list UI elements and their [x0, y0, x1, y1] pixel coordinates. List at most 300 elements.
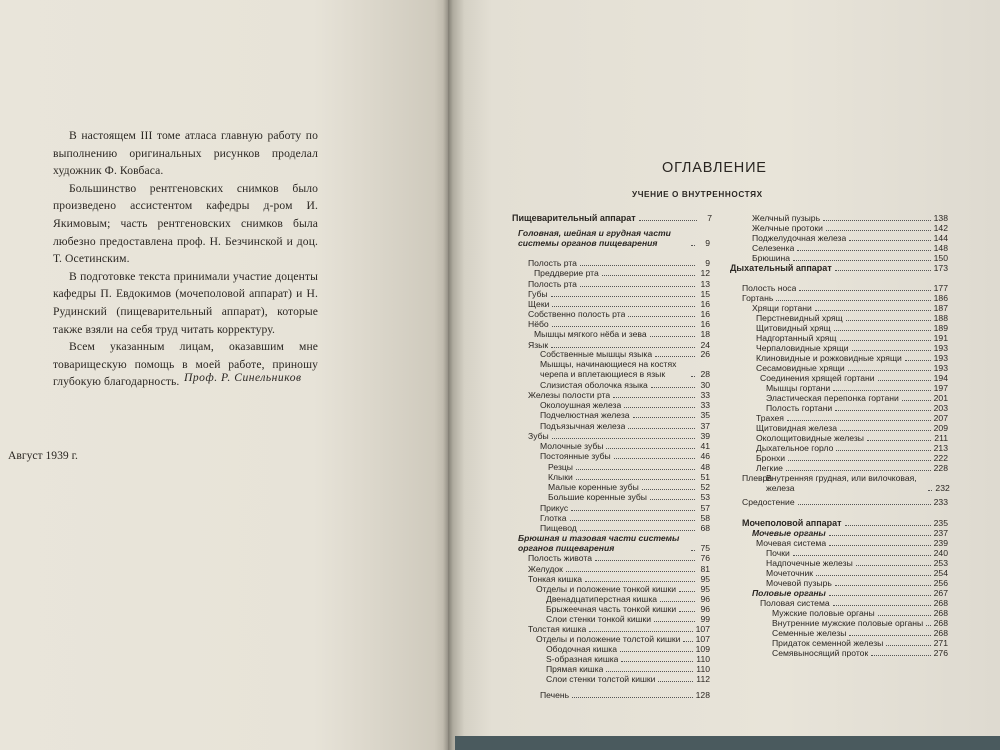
- toc-leader-dots: [654, 621, 695, 622]
- toc-leader-dots: [606, 448, 695, 449]
- preface-date: Август 1939 г.: [8, 449, 78, 462]
- toc-leader-dots: [551, 347, 695, 348]
- toc-page-number: 268: [933, 628, 948, 638]
- toc-page-number: 33: [700, 400, 710, 410]
- toc-page-number: 148: [933, 243, 948, 253]
- toc-entry: [766, 558, 948, 568]
- toc-page-number: 52: [700, 482, 710, 492]
- toc-entry: [766, 578, 948, 588]
- toc-entry-label: Желчные протоки: [752, 223, 823, 233]
- toc-entry: [540, 441, 710, 451]
- toc-page-number: 110: [696, 654, 710, 664]
- toc-leader-dots: [580, 286, 695, 287]
- toc-entry: [756, 413, 948, 423]
- toc-page-number: 53: [700, 492, 710, 502]
- toc-entry-label: Полость носа: [742, 283, 797, 293]
- toc-entry: [540, 359, 710, 379]
- toc-entry: [546, 664, 710, 674]
- toc-leader-dots: [799, 290, 930, 291]
- toc-page-number: 201: [933, 393, 948, 403]
- toc-entry: [528, 431, 710, 441]
- toc-leader-dots: [613, 397, 695, 398]
- toc-entry: [742, 293, 948, 303]
- toc-page-number: 57: [700, 503, 710, 513]
- toc-entry: [546, 644, 710, 654]
- toc-leader-dots: [787, 420, 931, 421]
- toc-page-number: 142: [933, 223, 948, 233]
- toc-entry: [756, 463, 948, 473]
- toc-page-number: 15: [700, 289, 710, 299]
- toc-page-number: 9: [705, 238, 710, 248]
- toc-entry: [528, 279, 710, 289]
- toc-entry-label: Полость рта: [528, 279, 577, 289]
- toc-entry-label: Подъязычная железа: [540, 421, 626, 431]
- toc-leader-dots: [848, 370, 931, 371]
- toc-page-number: 95: [700, 584, 710, 594]
- toc-page-number: 144: [933, 233, 948, 243]
- toc-entry-label: Брюшная и тазовая части системы органов пищеварения: [518, 533, 680, 553]
- toc-entry: [756, 363, 948, 373]
- toc-entry-label: Отделы и положение толстой кишки: [536, 634, 681, 644]
- toc-leader-dots: [793, 260, 931, 261]
- toc-leader-dots: [614, 458, 695, 459]
- toc-entry-label: Хрящи гортани: [752, 303, 812, 313]
- toc-entry-label: Средостение: [742, 497, 795, 507]
- toc-page-number: 209: [933, 423, 948, 433]
- toc-page-number: 30: [700, 380, 710, 390]
- toc-entry-label: Зубы: [528, 431, 549, 441]
- toc-page-number: 33: [700, 390, 710, 400]
- toc-entry-label: Околоушная железа: [540, 400, 622, 410]
- toc-entry: [548, 482, 710, 492]
- toc-entry-label: Брюшина: [752, 253, 791, 263]
- toc-leader-dots: [797, 250, 930, 251]
- toc-page-number: 16: [700, 309, 710, 319]
- toc-entry-label: Семенные железы: [772, 628, 847, 638]
- toc-entry-label: Гортань: [742, 293, 774, 303]
- toc-leader-dots: [580, 265, 695, 266]
- toc-entry-label: Железы полости рта: [528, 390, 611, 400]
- toc-entry-label: Нёбо: [528, 319, 549, 329]
- toc-entry: [540, 523, 710, 533]
- toc-leader-dots: [628, 316, 695, 317]
- toc-leader-dots: [902, 400, 931, 401]
- toc-page-number: 46: [700, 451, 710, 461]
- toc-page-number: 16: [700, 299, 710, 309]
- toc-page-number: 254: [933, 568, 948, 578]
- toc-entry-label: Околощитовидные железы: [756, 433, 864, 443]
- left-page: [0, 0, 448, 750]
- toc-entry-label: Клиновидные и рожковидные хрящи: [756, 353, 902, 363]
- toc-leader-dots: [816, 575, 931, 576]
- toc-leader-dots: [691, 245, 695, 246]
- toc-section-heading: [518, 228, 710, 248]
- toc-entry-label: Мужские половые органы: [772, 608, 875, 618]
- toc-entry: [528, 553, 710, 563]
- toc-leader-dots: [651, 387, 695, 388]
- preface-paragraph: Всем указанным лицам, оказавшим мне товарищескую помощь в моей работе, приношу глубокую благодарность.: [53, 340, 318, 389]
- toc-leader-dots: [552, 306, 695, 307]
- toc-entry: [756, 433, 948, 443]
- toc-leader-dots: [566, 571, 695, 572]
- toc-entry-label: S-образная кишка: [546, 654, 619, 664]
- toc-entry: [756, 353, 948, 363]
- toc-leader-dots: [823, 220, 931, 221]
- toc-page-number: 109: [695, 644, 710, 654]
- toc-entry-label: Надпочечные железы: [766, 558, 853, 568]
- toc-page-number: 222: [933, 453, 948, 463]
- toc-entry: [540, 380, 710, 390]
- toc-leader-dots: [833, 605, 931, 606]
- toc-entry: [528, 319, 710, 329]
- toc-entry: [540, 349, 710, 359]
- toc-entry: [766, 548, 948, 558]
- toc-page-number: 189: [933, 323, 948, 333]
- toc-leader-dots: [905, 360, 931, 361]
- toc-entry: [546, 674, 710, 684]
- toc-entry-label: Слои стенки тонкой кишки: [546, 614, 652, 624]
- toc-entry: [528, 390, 710, 400]
- toc-leader-dots: [878, 615, 931, 616]
- toc-page-number: 173: [933, 263, 948, 273]
- toc-leader-dots: [834, 330, 931, 331]
- toc-entry: [752, 213, 948, 223]
- toc-entry: [528, 258, 710, 268]
- toc-leader-dots: [658, 681, 693, 682]
- toc-page-number: 268: [933, 608, 948, 618]
- toc-page-number: 26: [700, 349, 710, 359]
- toc-leader-dots: [833, 390, 930, 391]
- toc-page-number: 191: [933, 333, 948, 343]
- toc-title: ОГЛАВЛЕНИЕ: [662, 160, 767, 176]
- book-gutter: [443, 0, 453, 750]
- toc-page-number: 267: [933, 588, 948, 598]
- toc-leader-dots: [836, 450, 930, 451]
- toc-page-number: 268: [933, 598, 948, 608]
- toc-entry: [548, 492, 710, 502]
- toc-entry-label: Щеки: [528, 299, 550, 309]
- toc-page-number: 203: [933, 403, 948, 413]
- toc-entry: [534, 268, 710, 278]
- toc-page-number: 268: [933, 618, 948, 628]
- toc-entry: [548, 462, 710, 472]
- toc-entry-label: Придаток семенной железы: [772, 638, 884, 648]
- toc-leader-dots: [798, 504, 931, 505]
- toc-page-number: 28: [700, 369, 710, 379]
- toc-entry-label: Желудок: [528, 564, 563, 574]
- toc-page-number: 193: [933, 343, 948, 353]
- toc-leader-dots: [602, 275, 695, 276]
- toc-page-number: 240: [933, 548, 948, 558]
- toc-entry-label: Черпаловидные хрящи: [756, 343, 849, 353]
- toc-entry: [536, 584, 710, 594]
- toc-entry-label: Мочевая система: [756, 538, 827, 548]
- toc-entry-label: Мышцы мягкого нёба и зева: [534, 329, 647, 339]
- toc-page-number: 193: [933, 353, 948, 363]
- toc-leader-dots: [878, 380, 931, 381]
- toc-entry-label: Почки: [766, 548, 790, 558]
- toc-entry-label: Брыжеечная часть тонкой кишки: [546, 604, 677, 614]
- toc-leader-dots: [650, 336, 695, 337]
- toc-leader-dots: [576, 469, 695, 470]
- toc-leader-dots: [852, 350, 931, 351]
- toc-entry: [766, 383, 948, 393]
- toc-page-number: 107: [695, 624, 710, 634]
- toc-entry-label: Трахея: [756, 413, 784, 423]
- toc-entry-label: Сесамовидные хрящи: [756, 363, 845, 373]
- toc-entry: [742, 497, 948, 507]
- toc-page-number: 68: [700, 523, 710, 533]
- toc-page-number: 35: [700, 410, 710, 420]
- toc-entry-label: Половые органы: [752, 588, 826, 598]
- toc-leader-dots: [835, 270, 931, 271]
- toc-entry: [766, 393, 948, 403]
- toc-entry-label: Внутренние мужские половые органы: [772, 618, 924, 628]
- toc-entry-label: Полость гортани: [766, 403, 833, 413]
- toc-page-number: 239: [933, 538, 948, 548]
- toc-entry: [772, 618, 948, 628]
- preface-text: [53, 127, 318, 391]
- toc-entry-label: Плевра: [742, 473, 773, 483]
- toc-page-number: 99: [700, 614, 710, 624]
- toc-entry-label: Толстая кишка: [528, 624, 587, 634]
- toc-leader-dots: [633, 417, 695, 418]
- toc-page-number: 75: [700, 543, 710, 553]
- toc-entry-label: Соединения хрящей гортани: [760, 373, 875, 383]
- toc-entry-label: Подчелюстная железа: [540, 410, 630, 420]
- toc-entry: [772, 648, 948, 658]
- toc-leader-dots: [815, 310, 931, 311]
- toc-entry-label: Мочевые органы: [752, 528, 826, 538]
- toc-entry: [760, 373, 948, 383]
- toc-entry-label: Молочные зубы: [540, 441, 604, 451]
- toc-page-number: 194: [933, 373, 948, 383]
- toc-page-number: 96: [700, 604, 710, 614]
- toc-entry-label: Пищеварительный аппарат: [512, 213, 636, 223]
- toc-page-number: 150: [933, 253, 948, 263]
- toc-entry-label: Мышцы, начинающиеся на костях черепа и вплетающиеся в язык: [540, 359, 677, 379]
- toc-leader-dots: [849, 635, 930, 636]
- toc-leader-dots: [606, 671, 693, 672]
- toc-leader-dots: [835, 410, 930, 411]
- toc-page-number: 48: [700, 462, 710, 472]
- toc-page-number: 271: [933, 638, 948, 648]
- toc-entry-label: Мышцы гортани: [766, 383, 831, 393]
- toc-entry-label: Двенадцатиперстная кишка: [546, 594, 658, 604]
- toc-page-number: 81: [700, 564, 710, 574]
- toc-entry-label: Щитовидная железа: [756, 423, 837, 433]
- toc-part-heading: [742, 518, 948, 528]
- toc-leader-dots: [928, 490, 932, 491]
- toc-leader-dots: [679, 611, 695, 612]
- toc-leader-dots: [552, 438, 695, 439]
- toc-leader-dots: [826, 230, 931, 231]
- toc-part-heading: [730, 263, 948, 273]
- toc-page-number: 112: [696, 674, 710, 684]
- toc-leader-dots: [580, 530, 695, 531]
- toc-page-number: 39: [700, 431, 710, 441]
- toc-entry: [756, 538, 948, 548]
- toc-entry: [546, 614, 710, 624]
- toc-entry-label: Дыхательное горло: [756, 443, 834, 453]
- toc-page-number: 96: [700, 594, 710, 604]
- toc-leader-dots: [570, 520, 695, 521]
- toc-entry-label: Головная, шейная и грудная части системы органов пищеварения: [518, 228, 671, 248]
- toc-entry: [540, 451, 710, 461]
- preface-paragraph: В настоящем III томе атласа главную работу по выполнению оригинальных рисунков проделал художник Ф. Ковбаса.: [53, 129, 318, 178]
- toc-entry: [756, 343, 948, 353]
- toc-entry: [546, 604, 710, 614]
- toc-leader-dots: [849, 240, 930, 241]
- toc-entry: [528, 309, 710, 319]
- toc-leader-dots: [886, 645, 930, 646]
- toc-page-number: 187: [933, 303, 948, 313]
- toc-entry: [756, 443, 948, 453]
- toc-leader-dots: [628, 428, 695, 429]
- toc-entry: [528, 289, 710, 299]
- toc-entry-label: Поджелудочная железа: [752, 233, 847, 243]
- toc-entry: [528, 564, 710, 574]
- toc-entry-label: Легкие: [756, 463, 783, 473]
- toc-page-number: 213: [933, 443, 948, 453]
- toc-entry: [772, 638, 948, 648]
- toc-entry-label: Надгортанный хрящ: [756, 333, 837, 343]
- toc-entry: [766, 403, 948, 413]
- toc-leader-dots: [595, 560, 695, 561]
- toc-entry: [742, 283, 948, 293]
- toc-entry-label: Мочеточник: [766, 568, 814, 578]
- toc-entry-label: Резцы: [548, 462, 573, 472]
- toc-page-number: 186: [933, 293, 948, 303]
- toc-page-number: 12: [700, 268, 710, 278]
- toc-leader-dots: [856, 565, 931, 566]
- toc-page-number: 233: [933, 497, 948, 507]
- toc-leader-dots: [683, 641, 692, 642]
- toc-leader-dots: [829, 545, 931, 546]
- toc-entry-label: Слизистая оболочка языка: [540, 380, 648, 390]
- toc-entry-label: Малые коренные зубы: [548, 482, 639, 492]
- toc-entry: [546, 654, 710, 664]
- toc-leader-dots: [793, 555, 931, 556]
- toc-leader-dots: [829, 595, 931, 596]
- toc-entry-label: Эластическая перепонка гортани: [766, 393, 899, 403]
- toc-leader-dots: [660, 601, 695, 602]
- toc-entry: [540, 513, 710, 523]
- toc-page-number: 128: [695, 690, 710, 700]
- toc-leader-dots: [867, 440, 931, 441]
- toc-page-number: 58: [700, 513, 710, 523]
- toc-page-number: 177: [933, 283, 948, 293]
- toc-page-number: 37: [700, 421, 710, 431]
- toc-entry-label: Собственные мышцы языка: [540, 349, 653, 359]
- toc-page-number: 193: [933, 363, 948, 373]
- toc-entry: [772, 608, 948, 618]
- toc-entry: [766, 473, 948, 493]
- toc-page-number: 188: [933, 313, 948, 323]
- toc-entry: [756, 423, 948, 433]
- toc-entry-label: Прикус: [540, 503, 569, 513]
- toc-page-number: 256: [933, 578, 948, 588]
- toc-page-number: 24: [700, 340, 710, 350]
- toc-entry: [528, 624, 710, 634]
- toc-leader-dots: [788, 460, 931, 461]
- toc-leader-dots: [585, 581, 695, 582]
- toc-entry: [528, 299, 710, 309]
- toc-entry-label: Губы: [528, 289, 548, 299]
- toc-entry: [540, 421, 710, 431]
- toc-page-number: 228: [933, 463, 948, 473]
- toc-leader-dots: [551, 296, 695, 297]
- toc-leader-dots: [926, 625, 931, 626]
- toc-page-number: 13: [700, 279, 710, 289]
- toc-leader-dots: [691, 376, 695, 377]
- toc-entry-label: Преддверие рта: [534, 268, 599, 278]
- toc-section-heading: [752, 528, 948, 538]
- toc-leader-dots: [786, 470, 931, 471]
- toc-entry-label: Язык: [528, 340, 549, 350]
- toc-leader-dots: [572, 697, 693, 698]
- toc-entry: [752, 223, 948, 233]
- toc-leader-dots: [639, 220, 697, 221]
- toc-entry-label: Перстневидный хрящ: [756, 313, 843, 323]
- toc-entry-label: Тонкая кишка: [528, 574, 583, 584]
- toc-leader-dots: [589, 631, 692, 632]
- toc-page-number: 197: [933, 383, 948, 393]
- toc-entry: [540, 400, 710, 410]
- toc-entry-label: Бронхи: [756, 453, 786, 463]
- toc-leader-dots: [829, 535, 931, 536]
- toc-leader-dots: [650, 499, 695, 500]
- toc-page-number: 237: [933, 528, 948, 538]
- cover-edge: [455, 736, 1000, 750]
- toc-entry: [548, 472, 710, 482]
- author-signature: Проф. Р. Синельников: [184, 371, 302, 384]
- toc-leader-dots: [642, 489, 695, 490]
- toc-entry-label: Печень: [540, 690, 570, 700]
- toc-entry: [756, 323, 948, 333]
- toc-entry: [540, 410, 710, 420]
- toc-entry: [752, 243, 948, 253]
- toc-entry-label: Клыки: [548, 472, 573, 482]
- toc-entry-label: Щитовидный хрящ: [756, 323, 831, 333]
- toc-entry: [528, 574, 710, 584]
- toc-leader-dots: [835, 585, 931, 586]
- toc-subtitle: УЧЕНИЕ О ВНУТРЕННОСТЯХ: [632, 190, 763, 199]
- toc-entry-label: Мочевой пузырь: [766, 578, 832, 588]
- toc-page-number: 95: [700, 574, 710, 584]
- toc-page-number: 232: [935, 483, 950, 493]
- toc-entry-label: Отделы и положение тонкой кишки: [536, 584, 677, 594]
- toc-leader-dots: [840, 340, 931, 341]
- toc-page-number: 76: [700, 553, 710, 563]
- toc-section-heading: [752, 588, 948, 598]
- toc-entry-label: Собственно полость рта: [528, 309, 626, 319]
- toc-entry: [756, 453, 948, 463]
- toc-entry: [756, 313, 948, 323]
- toc-entry: [756, 333, 948, 343]
- toc-section-heading: [518, 533, 710, 553]
- toc-page-number: 211: [934, 433, 948, 443]
- toc-leader-dots: [871, 655, 930, 656]
- toc-leader-dots: [576, 479, 695, 480]
- toc-part-heading: [512, 213, 712, 223]
- toc-page-number: 18: [700, 329, 710, 339]
- preface-paragraph: Большинство рентгеновских снимков было произведено ассистентом кафедры д-ром И. Якимовым; часть рентгеновских снимков была любезно предоставлена проф. Н. Безчинской и доц. Т. Осетинским.: [53, 181, 318, 266]
- toc-page-number: 107: [695, 634, 710, 644]
- toc-leader-dots: [552, 326, 695, 327]
- toc-entry-label: Дыхательный аппарат: [730, 263, 832, 273]
- toc-entry: [752, 303, 948, 313]
